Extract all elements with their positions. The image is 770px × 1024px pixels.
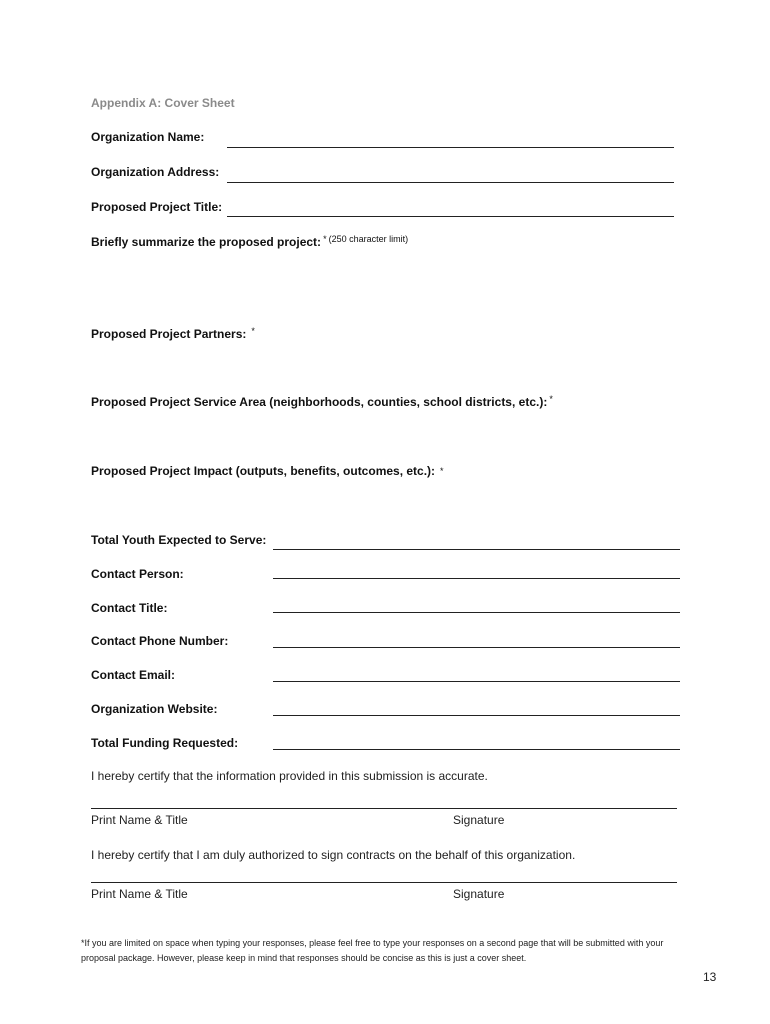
service-area-field[interactable] — [91, 412, 681, 462]
website-label: Organization Website: — [91, 702, 218, 716]
org-name-field[interactable] — [227, 147, 674, 148]
certify-accuracy-signature-line[interactable] — [91, 808, 677, 809]
certify-authority-signature-line[interactable] — [91, 882, 677, 883]
service-area-label — [91, 395, 553, 409]
print-name-title-label: Print Name & Title — [91, 887, 188, 901]
org-address-label: Organization Address: — [91, 165, 220, 179]
character-limit-note: (250 character limit) — [328, 234, 409, 244]
page-number: 13 — [703, 970, 717, 984]
certify-accuracy-statement: I hereby certify that the information provided in this submission is accurate. — [91, 769, 488, 783]
project-title-label: Proposed Project Title: — [91, 200, 223, 214]
signature-label: Signature — [453, 813, 505, 827]
org-name-label: Organization Name: — [91, 130, 205, 144]
contact-person-field[interactable] — [273, 578, 680, 579]
partners-label — [91, 327, 255, 341]
funding-field[interactable] — [273, 749, 680, 750]
required-asterisk: * — [323, 234, 327, 244]
impact-field[interactable] — [91, 481, 681, 531]
youth-field[interactable] — [273, 549, 680, 550]
contact-title-field[interactable] — [273, 612, 680, 613]
contact-phone-field[interactable] — [273, 647, 680, 648]
contact-title-label: Contact Title: — [91, 601, 168, 615]
required-asterisk: * — [549, 394, 553, 404]
page-heading: Appendix A: Cover Sheet — [91, 96, 235, 110]
signature-label: Signature — [453, 887, 505, 901]
impact-label-text: Proposed Project Impact (outputs, benefits, outcomes, etc.): — [91, 464, 436, 478]
service-area-label-text: Proposed Project Service Area (neighborhoods, counties, school districts, etc.): — [91, 395, 548, 409]
summary-label — [91, 235, 408, 249]
funding-label: Total Funding Requested: — [91, 736, 239, 750]
org-address-field[interactable] — [227, 182, 674, 183]
footnote: *If you are limited on space when typing your responses, please feel free to type your responses on a second page that will be submitted with your proposal package. However, please keep in mind that responses should be concise as this is just a cover sheet. — [81, 938, 664, 963]
contact-email-field[interactable] — [273, 681, 680, 682]
project-title-field[interactable] — [227, 216, 674, 217]
impact-label — [91, 464, 444, 478]
certify-authority-statement: I hereby certify that I am duly authorized to sign contracts on the behalf of this organization. — [91, 848, 576, 862]
summary-label-text: Briefly summarize the proposed project: — [91, 235, 322, 249]
contact-person-label: Contact Person: — [91, 567, 184, 581]
partners-label-text: Proposed Project Partners: — [91, 327, 247, 341]
contact-email-label: Contact Email: — [91, 668, 176, 682]
partners-field[interactable] — [91, 344, 681, 394]
summary-field[interactable] — [91, 252, 681, 322]
contact-phone-label: Contact Phone Number: — [91, 634, 229, 648]
youth-label: Total Youth Expected to Serve: — [91, 533, 267, 547]
print-name-title-label: Print Name & Title — [91, 813, 188, 827]
required-asterisk: * — [440, 466, 444, 476]
website-field[interactable] — [273, 715, 680, 716]
required-asterisk: * — [251, 326, 255, 336]
